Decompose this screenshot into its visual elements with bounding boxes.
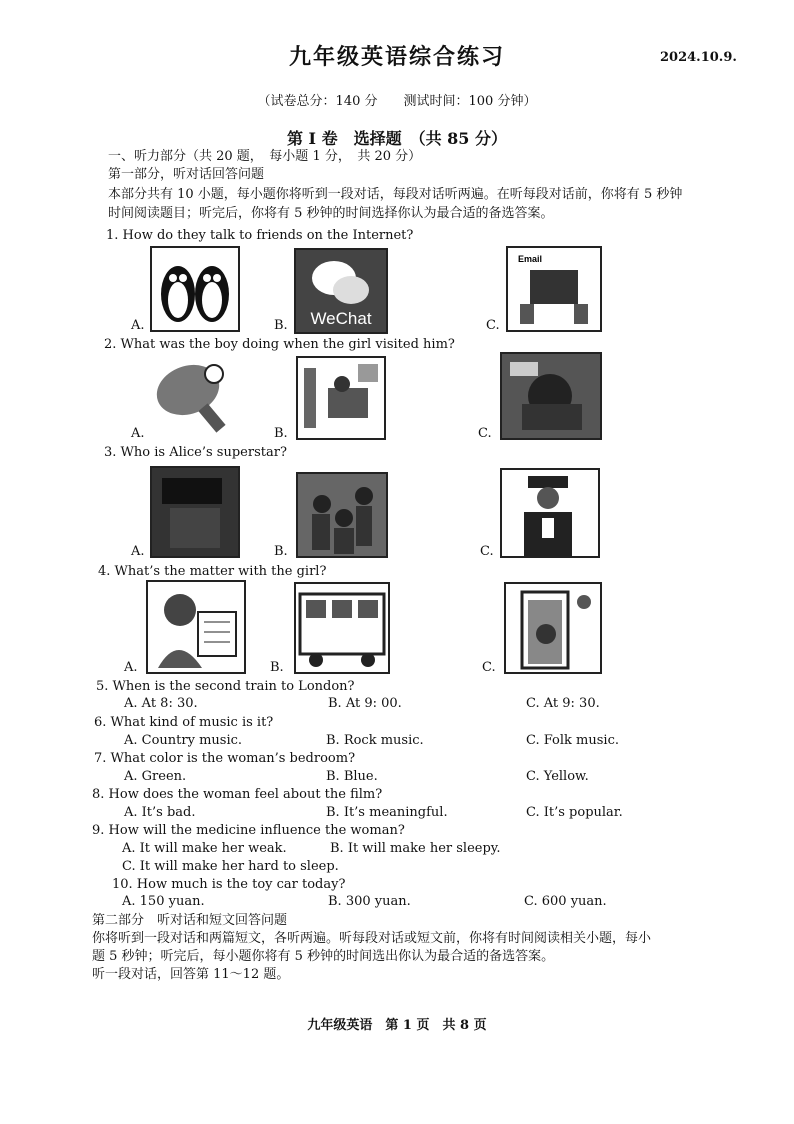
option-b: B. At 9: 00. — [328, 696, 402, 711]
question-2: 2. What was the boy doing when the girl visited him? — [104, 337, 455, 352]
option-c: C. At 9: 30. — [526, 696, 600, 711]
option-c: C. Yellow. — [526, 769, 589, 784]
option-label: B. — [270, 660, 284, 675]
part1-instruction: 时间阅读题目；听完后，你将有 5 秒钟的时间选择你认为最合适的备选答案。 — [108, 206, 554, 221]
page-title: 九年级英语综合练习 — [288, 44, 505, 70]
option-label: C. — [480, 544, 494, 559]
door-icon — [504, 582, 602, 674]
option-a: A. It will make her weak. — [122, 841, 287, 856]
question-9: 9. How will the medicine influence the woman? — [92, 823, 405, 838]
question-4: 4. What’s the matter with the girl? — [98, 564, 327, 579]
email-caption: Email — [518, 254, 543, 264]
question-10: 10. How much is the toy car today? — [112, 877, 346, 892]
option-b: B. It’s meaningful. — [326, 805, 448, 820]
ping-pong-icon — [148, 358, 236, 436]
option-b: B. Blue. — [326, 769, 378, 784]
option-label: A. — [131, 426, 145, 441]
option-label: A. — [124, 660, 138, 675]
playing-instrument-icon — [500, 352, 602, 440]
question-8: 8. How does the woman feel about the film? — [92, 787, 383, 802]
exam-meta: （试卷总分：140 分 测试时间：100 分钟） — [257, 94, 537, 109]
option-b: B. Rock music. — [326, 733, 424, 748]
option-c: C. Folk music. — [526, 733, 619, 748]
exam-date: 2024.10.9. — [660, 50, 737, 65]
option-label: A. — [131, 318, 145, 333]
option-label: B. — [274, 318, 288, 333]
part2-instruction: 听一段对话，回答第 11～12 题。 — [92, 967, 290, 982]
option-label: C. — [486, 318, 500, 333]
question-7: 7. What color is the woman’s bedroom? — [94, 751, 356, 766]
band-icon — [296, 472, 388, 558]
option-c: C. 600 yuan. — [524, 894, 607, 909]
section-title: 第 I 卷 选择题 （共 85 分） — [286, 129, 508, 148]
email-icon — [506, 246, 602, 332]
option-a: A. Country music. — [124, 733, 243, 748]
page-footer: 九年级英语 第 1 页 共 8 页 — [307, 1018, 487, 1033]
option-label: C. — [478, 426, 492, 441]
wechat-icon — [294, 248, 388, 334]
question-5: 5. When is the second train to London? — [96, 679, 355, 694]
option-b: B. It will make her sleepy. — [330, 841, 501, 856]
person-hat-icon — [150, 466, 240, 558]
wechat-caption: WeChat — [310, 309, 372, 328]
option-c: C. It’s popular. — [526, 805, 623, 820]
question-6: 6. What kind of music is it? — [94, 715, 274, 730]
option-a: A. 150 yuan. — [122, 894, 205, 909]
reading-girl-icon — [146, 580, 246, 674]
option-a: A. It’s bad. — [124, 805, 196, 820]
bus-icon — [294, 582, 390, 674]
option-label: C. — [482, 660, 496, 675]
part1-instruction: 本部分共有 10 小题，每小题你将听到一段对话，每段对话听两遍。在听每段对话前，你将有 5 秒钟 — [108, 187, 683, 202]
option-b: B. 300 yuan. — [328, 894, 411, 909]
option-label: A. — [131, 544, 145, 559]
part1-title: 第一部分，听对话回答问题 — [108, 167, 265, 182]
option-c: C. It will make her hard to sleep. — [122, 859, 339, 874]
option-a: A. Green. — [124, 769, 187, 784]
option-a: A. At 8: 30. — [124, 696, 198, 711]
part2-instruction: 你将听到一段对话和两篇短文，各听两遍。听每段对话或短文前，你将有时间阅读相关小题，每小 — [92, 931, 652, 946]
option-label: B. — [274, 426, 288, 441]
question-1: 1. How do they talk to friends on the Internet? — [106, 228, 414, 243]
listening-heading: 一、听力部分（共 20 题， 每小题 1 分， 共 20 分） — [108, 149, 422, 164]
penguin-icon — [150, 246, 240, 332]
part2-title: 第二部分 听对话和短文回答问题 — [92, 913, 288, 928]
part2-instruction: 题 5 秒钟；听完后，每小题你将有 5 秒钟的时间选出你认为最合适的备选答案。 — [92, 949, 555, 964]
studying-icon — [296, 356, 386, 440]
question-3: 3. Who is Alice’s superstar? — [104, 445, 287, 460]
singer-icon — [500, 468, 600, 558]
option-label: B. — [274, 544, 288, 559]
